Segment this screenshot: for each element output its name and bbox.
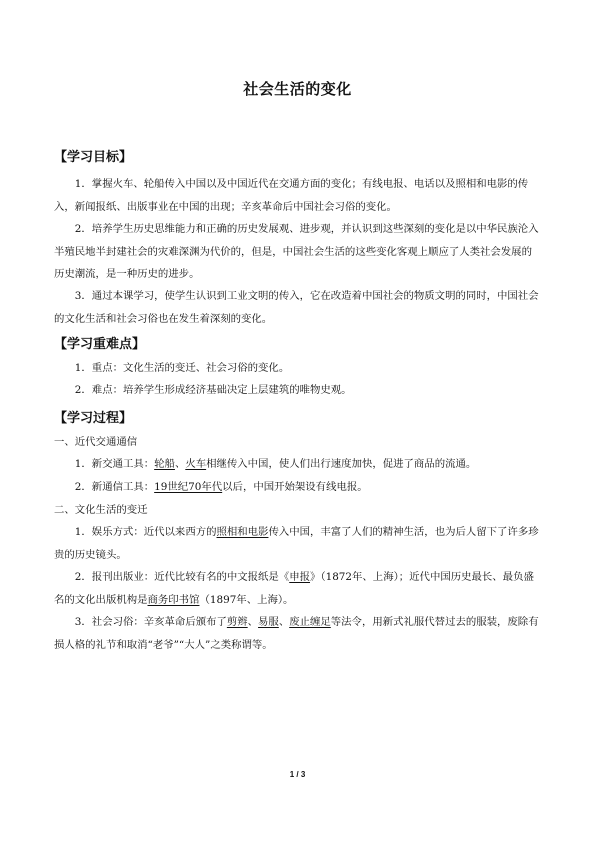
press-item [54, 566, 541, 611]
objectives-heading: 【学习目标】 [54, 150, 133, 165]
key-points-heading: 【学习重难点】 [54, 337, 146, 352]
commercial-press-term: 商务印书馆 [147, 593, 200, 606]
customs-rest: 等法令，用新式礼服代替过去的服装，废除有损人格的礼节和取消“老爷”“大人”之类称谓等。 [54, 616, 539, 651]
press-mid: 》（1872年、上海）；近代中国历史最长、最负盛名的文化出版机构是 [54, 571, 534, 606]
photo-film-term: 照相和电影 [216, 526, 269, 538]
telegraph-item [54, 476, 541, 499]
press-rest: （1897年、上海）。 [199, 593, 294, 606]
process-part2-heading: 二、文化生活的变迁 [54, 504, 148, 516]
cut-queue-term: 剪辫 [226, 616, 248, 628]
entertainment-prefix: 1．娱乐方式：近代以来西方的 [74, 526, 217, 538]
objective-item-3: 3．通过本课学习，使学生认识到工业文明的传入，它在改造着中国社会的物质文明的同时，中国社会的文化生活和社会习俗也在发生着深刻的变化。 [54, 290, 539, 325]
telegraph-rest: 以后，中国开始架设有线电报。 [222, 481, 368, 493]
telegraph-prefix: 2．新通信工具： [74, 481, 155, 493]
key-point-item-2: 2．难点：培养学生形成经济基础决定上层建筑的唯物史观。 [74, 384, 352, 396]
objective-item-2: 2．培养学生历史思维能力和正确的历史发展观、进步观，并认识到这些深刻的变化是以中华民族沦入半殖民地半封建社会的灾难深渊为代价的，但是，中国社会生活的这些变化客观上顺应了人类社会发展的历史潮流，是一种历史的进步。 [54, 223, 539, 280]
steamship-term: 轮船 [154, 458, 175, 470]
separator: 、 [174, 458, 186, 470]
press-prefix: 2．报刊出版业：近代比较有名的中文报纸是《 [74, 571, 290, 583]
transport-prefix: 1．新交通工具： [74, 458, 155, 470]
abolish-footbinding-term: 废止缠足 [289, 616, 331, 628]
entertainment-item [54, 521, 541, 566]
customs-prefix: 3．社会习俗：辛亥革命后颁布了 [74, 616, 227, 628]
process-part1-heading: 一、近代交通通信 [54, 436, 138, 448]
shenbao-term: 申报 [289, 571, 310, 583]
entertainment-rest: 传入中国，丰富了人们的精神生活，也为后人留下了许多珍贵的历史镜头。 [54, 526, 539, 561]
separator: 、 [247, 616, 259, 628]
process-heading: 【学习过程】 [54, 411, 133, 426]
objective-item-1: 1．掌握火车、轮船传入中国以及中国近代在交通方面的变化；有线电报、电话以及照相和电影的传入，新闻报纸、出版事业在中国的出现；辛亥革命后中国社会习俗的变化。 [54, 178, 529, 213]
page-number: 1 / 3 [289, 770, 306, 779]
train-term: 火车 [185, 458, 207, 470]
separator: 、 [278, 616, 290, 628]
key-point-item-1: 1．重点：文化生活的变迁、社会习俗的变化。 [74, 362, 290, 374]
change-dress-term: 易服 [258, 616, 279, 628]
customs-item [54, 611, 541, 656]
telegraph-era-term: 19世纪70年代 [154, 481, 223, 493]
page-title: 社会生活的变化 [243, 80, 352, 98]
transport-rest: 相继传入中国，使人们出行速度加快，促进了商品的流通。 [206, 458, 477, 470]
transport-item [54, 453, 541, 476]
